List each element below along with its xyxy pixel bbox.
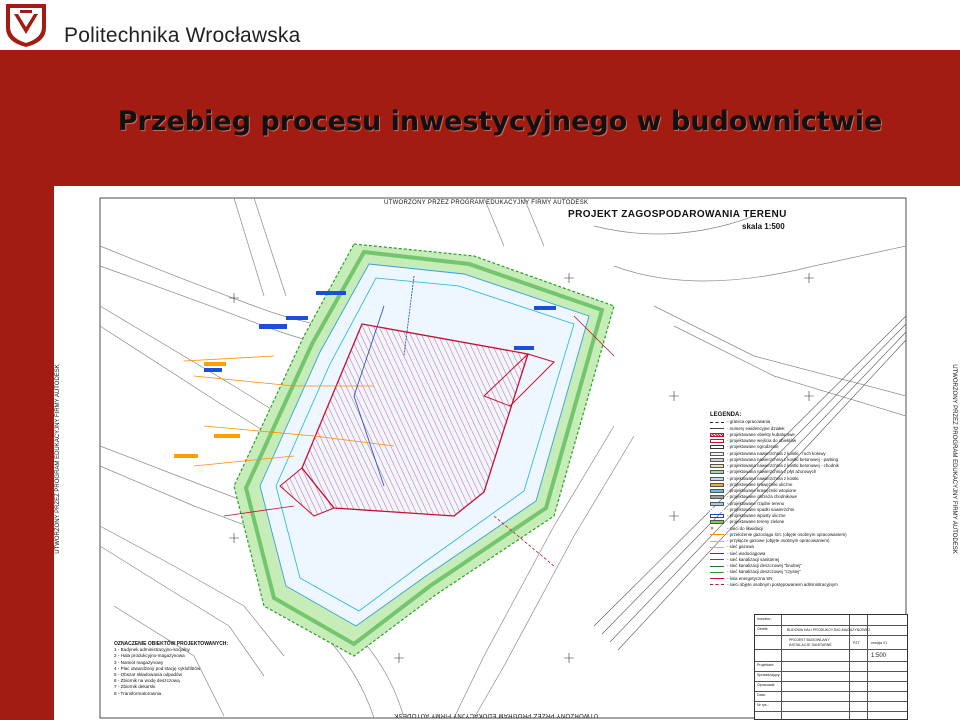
legend-label: - projektowane wejścia do obiektów: [727, 438, 797, 443]
legend-swatch: [710, 489, 724, 493]
titleblock-label: Sprawdzający:: [757, 673, 781, 677]
side-note-right: UTWORZONY PRZEZ PROGRAM EDUKACYJNY FIRMY AUTODESK: [951, 364, 957, 554]
top-note: UTWORZONY PRZEZ PROGRAM EDUKACYJNY FIRMY AUTODESK: [384, 200, 589, 206]
legend-label: - sieć gazowa: [727, 544, 754, 550]
legend-swatch: [710, 483, 724, 487]
titleblock-rev: rewizja 01: [871, 641, 888, 645]
object-item: 1 - Budynek administracyjno-socjalny: [114, 647, 190, 653]
titleblock-label: Opracował:: [757, 683, 776, 687]
legend-label: - przyłącze gazowe (objęte osobnym opracowaniem): [727, 538, 830, 543]
legend-swatch: [710, 541, 724, 542]
titleblock-row2: PROJEKT BUDOWLANY: [789, 638, 830, 642]
legend-label: - projektowane krawężniki wtopione: [727, 488, 797, 493]
legend-item: [710, 582, 910, 588]
titleblock-label: Projektant:: [757, 663, 775, 667]
legend-swatch: [710, 464, 724, 468]
legend-swatch: [710, 566, 724, 567]
legend-label: - sieć kanalizacji sanitarnej: [727, 556, 780, 562]
legend-label: - przełożenie gazociągu śr/c (objęte osobnym opracowaniem): [727, 531, 847, 537]
legend-swatch: [710, 553, 724, 554]
university-logo-icon: [4, 2, 48, 48]
legend-label: - projektowana nawierzchnia z płyt ażurowych: [727, 469, 817, 475]
legend-label: - sieć kanalizacji deszczowej "brudnej": [727, 563, 802, 568]
legend-label: - sieć wodociągowa: [727, 550, 766, 556]
legend-swatch: [710, 458, 724, 462]
object-item: 6 - Zbiornik na wodę deszczową: [114, 678, 180, 684]
titleblock-label: Obiekt:: [757, 627, 769, 631]
legend-label: - sieci objęte osobnym postępowaniem administracyjnym: [727, 581, 838, 587]
legend-label: - linia energetyczna SN: [727, 575, 773, 581]
legend-swatch: [710, 428, 724, 429]
legend-swatch: [710, 534, 724, 535]
titleblock-label: Nr rys.:: [757, 703, 769, 707]
legend-label: - projektowane spadki nawierzchni: [727, 506, 795, 512]
object-item: 4 - Plac utwardzony pod stację cyklofiltrów: [114, 665, 201, 671]
legend-label: - projektowane obrzeża chodnikowe: [727, 494, 798, 500]
plan-title: PROJEKT ZAGOSPODAROWANIA TERENU: [568, 209, 787, 220]
legend: [710, 412, 910, 588]
legend-label: - projektowane rządne terenu: [727, 500, 785, 506]
object-item: 8 - Transformatorownia: [114, 690, 162, 696]
side-note-left: UTWORZONY PRZEZ PROGRAM EDUKACYJNY FIRMY AUTODESK: [55, 364, 61, 554]
legend-label: - projektowana nawierzchnia z kostki - ruch kołowy: [727, 450, 826, 456]
legend-label: - projektowana nawierzchnia z kostki betonowej - chodnik: [727, 463, 839, 468]
object-item: 5 - Obszar składowania odpadów: [114, 672, 182, 678]
titleblock-scale: 1:500: [871, 653, 887, 659]
titleblock-sheet: PZT: [853, 641, 860, 645]
legend-label: - projektowana nawierzchnia z kostki: [727, 475, 799, 481]
legend-swatch: [710, 547, 724, 548]
legend-label: - projektowane krawężniki uliczne: [727, 481, 793, 487]
legend-label: - granica opracowania: [727, 419, 771, 425]
titleblock-row3: INSTALACJE SANITARNE: [789, 643, 832, 647]
titleblock-label: Inwestor:: [757, 617, 772, 621]
legend-swatch: ✕: [710, 525, 715, 532]
legend-label: - projektowana nawierzchnia z kostki betonowej - parking: [727, 456, 839, 462]
objects-list: [114, 641, 274, 697]
legend-rows: [710, 419, 910, 588]
legend-swatch: [710, 445, 724, 449]
legend-swatch: [710, 578, 724, 579]
legend-swatch: [710, 470, 724, 474]
legend-swatch: [710, 433, 724, 437]
left-accent-strip: [0, 50, 54, 720]
university-name: Politechnika Wrocławska: [64, 24, 301, 47]
titleblock-row1: BUDOWA HALI PRODUKCYJNO-MAGAZYNOWEJ: [787, 628, 870, 632]
legend-swatch: [710, 514, 724, 518]
titleblock-label: Data:: [757, 693, 766, 697]
title-block: [754, 614, 908, 720]
legend-label: - projektowane tereny zielone: [727, 519, 785, 525]
legend-swatch: [710, 520, 724, 524]
legend-swatch: [710, 477, 724, 481]
legend-swatch: [710, 422, 724, 423]
legend-swatch: [710, 452, 724, 456]
objects-rows: [114, 647, 274, 697]
legend-swatch: [710, 439, 724, 443]
slide-title: Przebieg procesu inwestycyjnego w budownictwie: [117, 106, 883, 137]
bottom-note: UTWORZONY PRZEZ PROGRAM EDUKACYJNY FIRMY AUTODESK: [394, 712, 599, 718]
legend-label: - sieć kanalizacji deszczowej "czystej": [727, 569, 801, 575]
plan-scale: skala 1:500: [742, 222, 785, 231]
legend-label: - projektowane obiekty kubaturowe: [727, 431, 795, 437]
legend-label: - numery ewidencyjne działek: [727, 425, 785, 431]
legend-swatch: [710, 559, 724, 560]
object-item: 3 - Namiot magazynowy: [114, 659, 164, 665]
legend-swatch: [710, 508, 724, 512]
legend-swatch: [710, 502, 724, 506]
legend-label: - sieci do likwidacji: [727, 525, 764, 531]
header-bar: [0, 0, 960, 50]
legend-title: LEGENDA:: [710, 412, 742, 418]
legend-label: - projektowane wpusty uliczne: [727, 513, 786, 518]
legend-label: - projektowane ogrodzenie: [727, 444, 779, 450]
objects-title: OZNACZENIE OBIEKTÓW PROJEKTOWANYCH:: [114, 641, 229, 647]
object-item: 7 - Zbiornik dekarski: [114, 684, 156, 690]
legend-swatch: [710, 572, 724, 573]
legend-swatch: [710, 495, 724, 499]
object-item: 2 - Hala produkcyjno-magazynowa: [114, 653, 185, 659]
legend-swatch: [710, 584, 724, 585]
site-plan-drawing: [54, 186, 960, 720]
